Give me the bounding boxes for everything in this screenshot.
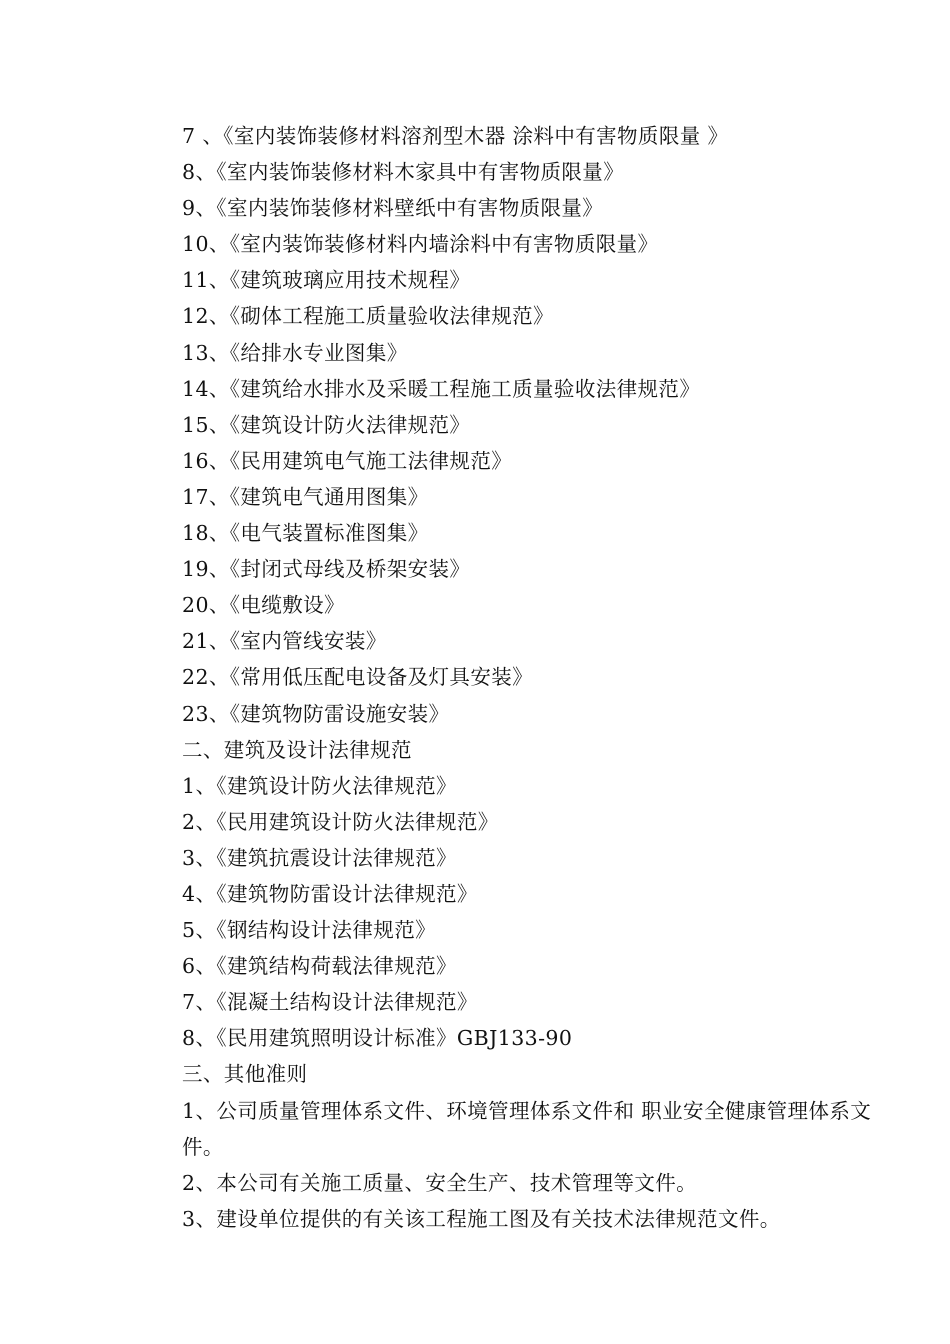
list-item: 1、《建筑设计防火法律规范》	[182, 773, 457, 798]
list-item: 2、本公司有关施工质量、安全生产、技术管理等文件。	[182, 1170, 698, 1195]
list-item: 6、《建筑结构荷载法律规范》	[182, 954, 457, 979]
list-item: 3、《建筑抗震设计法律规范》	[182, 845, 457, 870]
list-item: 12、《砌体工程施工质量验收法律规范》	[182, 304, 554, 329]
list-item: 14、《建筑给水排水及采暖工程施工质量验收法律规范》	[182, 376, 701, 401]
list-item: 8、《室内装饰装修材料木家具中有害物质限量》	[182, 160, 625, 185]
section-heading: 二、建筑及设计法律规范	[182, 737, 412, 762]
list-item: 9、《室内装饰装修材料壁纸中有害物质限量》	[182, 196, 604, 221]
list-item: 17、《建筑电气通用图集》	[182, 484, 429, 509]
list-item: 1、公司质量管理体系文件、环境管理体系文件和 职业安全健康管理体系文件。	[182, 1098, 872, 1159]
list-item: 7、《混凝土结构设计法律规范》	[182, 990, 478, 1015]
list-item: 4、《建筑物防雷设计法律规范》	[182, 881, 478, 906]
list-item: 2、《民用建筑设计防火法律规范》	[182, 809, 499, 834]
list-item: 16、《民用建筑电气施工法律规范》	[182, 448, 513, 473]
list-item: 22、《常用低压配电设备及灯具安装》	[182, 665, 534, 690]
list-item: 3、建设单位提供的有关该工程施工图及有关技术法律规范文件。	[182, 1206, 781, 1231]
list-item: 21、《室内管线安装》	[182, 629, 387, 654]
list-item: 7 、《室内装饰装修材料溶剂型木器 涂料中有害物质限量 》	[182, 124, 729, 148]
document-body	[182, 118, 872, 1237]
list-item: 10、《室内装饰装修材料内墙涂料中有害物质限量》	[182, 232, 659, 257]
list-item: 5、《钢结构设计法律规范》	[182, 918, 436, 943]
list-item: 15、《建筑设计防火法律规范》	[182, 412, 471, 437]
section-heading: 三、其他准则	[182, 1062, 308, 1087]
list-item: 8、《民用建筑照明设计标准》GBJ133-90	[182, 1026, 573, 1051]
list-item: 20、《电缆敷设》	[182, 593, 345, 618]
list-item: 18、《电气装置标准图集》	[182, 521, 429, 546]
list-item: 23、《建筑物防雷设施安装》	[182, 701, 450, 726]
list-item: 19、《封闭式母线及桥架安装》	[182, 557, 471, 582]
list-item: 11、《建筑玻璃应用技术规程》	[182, 268, 471, 293]
list-item: 13、《给排水专业图集》	[182, 340, 408, 365]
